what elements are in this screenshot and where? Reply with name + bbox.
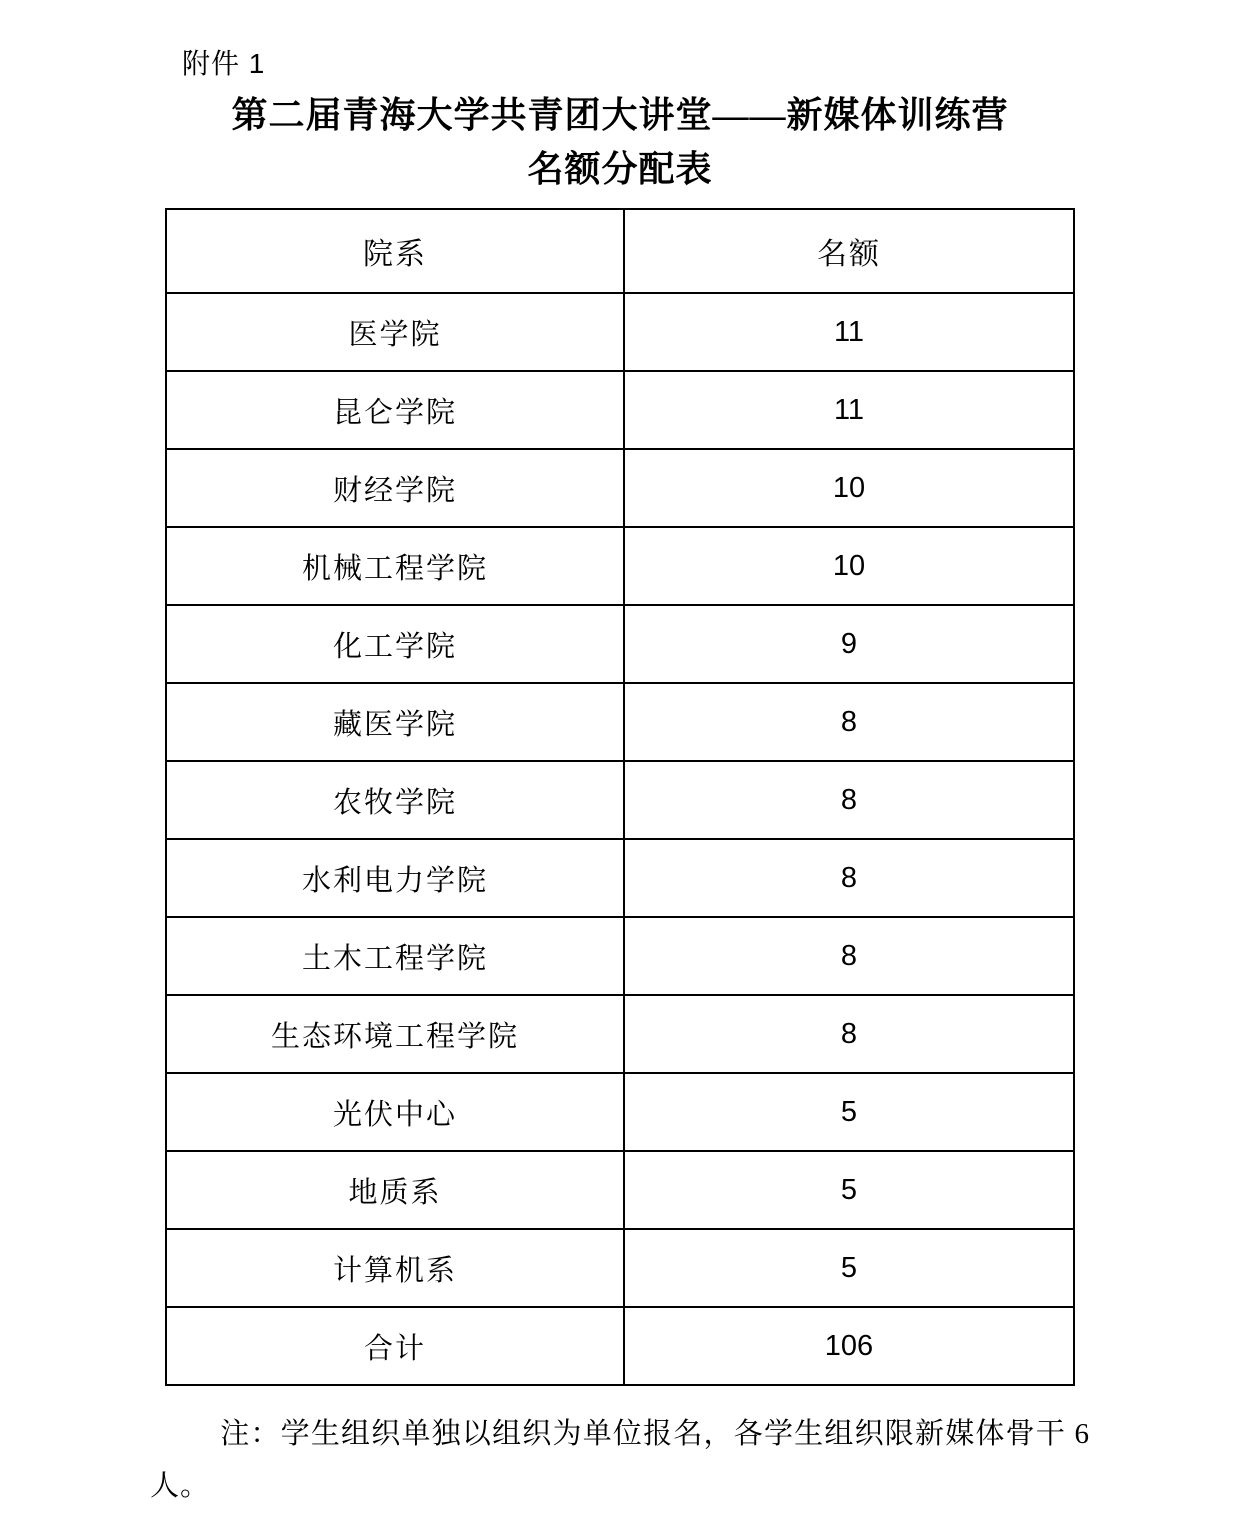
table-row (166, 683, 1074, 761)
cell-department-total: 合计 (166, 1307, 624, 1385)
cell-quota: 8 (624, 683, 1074, 761)
table-row (166, 527, 1074, 605)
table-row (166, 1073, 1074, 1151)
cell-department: 财经学院 (166, 449, 624, 527)
attachment-label: 附件 1 (182, 48, 266, 79)
cell-quota: 10 (624, 449, 1074, 527)
cell-quota: 8 (624, 761, 1074, 839)
cell-department: 农牧学院 (166, 761, 624, 839)
table-row (166, 1151, 1074, 1229)
column-header-quota: 名额 (624, 209, 1074, 293)
page-title (150, 88, 1090, 196)
cell-quota: 10 (624, 527, 1074, 605)
table-row (166, 761, 1074, 839)
quota-allocation-table (165, 208, 1075, 1386)
page-title-line-2: 名额分配表 (527, 149, 713, 189)
column-header-department: 院系 (166, 209, 624, 293)
cell-quota: 9 (624, 605, 1074, 683)
cell-quota: 8 (624, 995, 1074, 1073)
cell-department: 生态环境工程学院 (166, 995, 624, 1073)
cell-department: 计算机系 (166, 1229, 624, 1307)
table-row-total (166, 1307, 1074, 1385)
cell-quota: 11 (624, 371, 1074, 449)
cell-department: 地质系 (166, 1151, 624, 1229)
page-title-line-1: 第二届青海大学共青团大讲堂——新媒体训练营 (231, 95, 1009, 135)
cell-quota: 11 (624, 293, 1074, 371)
table-note (150, 1408, 1090, 1512)
table-row (166, 1229, 1074, 1307)
table-row (166, 995, 1074, 1073)
cell-quota-total: 106 (624, 1307, 1074, 1385)
cell-department: 化工学院 (166, 605, 624, 683)
table-row (166, 449, 1074, 527)
table-header-row (166, 209, 1074, 293)
table-row (166, 917, 1074, 995)
note-text: 注：学生组织单独以组织为单位报名，各学生组织限新媒体骨干 6 人。 (150, 1418, 1090, 1502)
table-row (166, 605, 1074, 683)
cell-department: 光伏中心 (166, 1073, 624, 1151)
cell-department: 机械工程学院 (166, 527, 624, 605)
cell-quota: 5 (624, 1073, 1074, 1151)
cell-department: 藏医学院 (166, 683, 624, 761)
table-row (166, 839, 1074, 917)
cell-department: 昆仑学院 (166, 371, 624, 449)
cell-department: 水利电力学院 (166, 839, 624, 917)
cell-department: 医学院 (166, 293, 624, 371)
cell-quota: 8 (624, 917, 1074, 995)
cell-department: 土木工程学院 (166, 917, 624, 995)
cell-quota: 5 (624, 1151, 1074, 1229)
cell-quota: 8 (624, 839, 1074, 917)
table-row (166, 293, 1074, 371)
cell-quota: 5 (624, 1229, 1074, 1307)
table-row (166, 371, 1074, 449)
